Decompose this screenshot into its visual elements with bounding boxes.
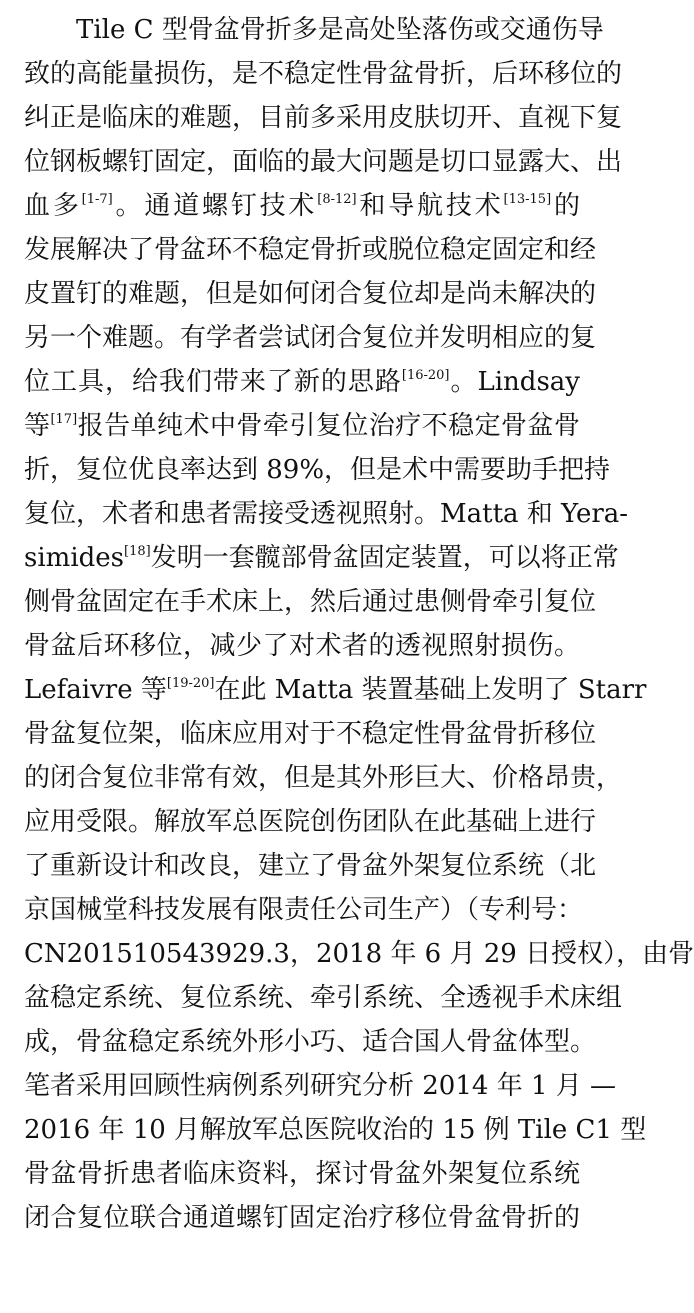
text-fragment: simides <box>24 543 125 573</box>
citation: [13-15] <box>503 192 552 207</box>
text-line <box>24 360 580 404</box>
text-fragment: 等 <box>24 411 51 441</box>
citation: [1-7] <box>81 192 113 207</box>
text-line: 盆稳定系统、复位系统、牵引系统、全透视手术床组 <box>24 983 623 1013</box>
text-line: 位钢板螺钉固定，面临的最大问题是切口显露大、出 <box>24 147 623 177</box>
text-fragment: 。通道螺钉技术 <box>112 191 318 221</box>
text-line: CN201510543929.3，2018 年 6 月 29 日授权），由骨 <box>24 939 694 969</box>
citation: [19-20] <box>166 676 215 691</box>
text-line: 折，复位优良率达到 89%，但是术中需要助手把持 <box>24 455 611 485</box>
text-line: 笔者采用回顾性病例系列研究分析 2014 年 1 月 — <box>24 1071 617 1101</box>
text-fragment: 。Lindsay <box>449 367 580 397</box>
citation: [17] <box>50 412 78 427</box>
text-line: Tile C 型骨盆骨折多是高处坠落伤或交通伤导 <box>76 15 604 45</box>
text-fragment: 在此 Matta 装置基础上发明了 Starr <box>214 675 647 705</box>
text-line <box>24 184 580 228</box>
text-line <box>24 668 647 712</box>
text-fragment: 和导航技术 <box>356 191 504 221</box>
text-line: 成，骨盆稳定系统外形小巧、适合国人骨盆体型。 <box>24 1027 597 1057</box>
text-line: 侧骨盆固定在手术床上，然后通过患侧骨牵引复位 <box>24 587 597 617</box>
text-line: 另一个难题。有学者尝试闭合复位并发明相应的复 <box>24 323 597 353</box>
text-line: 纠正是临床的难题，目前多采用皮肤切开、直视下复 <box>24 103 623 133</box>
text-line: 骨盆骨折患者临床资料，探讨骨盆外架复位系统 <box>24 1159 580 1189</box>
text-line: 骨盆复位架，临床应用对于不稳定性骨盆骨折移位 <box>24 719 597 749</box>
text-line: 了重新设计和改良，建立了骨盆外架复位系统（北 <box>24 851 597 881</box>
text-fragment: 的 <box>551 191 580 221</box>
text-line: 皮置钉的难题，但是如何闭合复位却是尚未解决的 <box>24 279 597 309</box>
text-line: 骨盆后环移位，减少了对术者的透视照射损伤。 <box>24 631 580 661</box>
text-line: 2016 年 10 月解放军总医院收治的 15 例 Tile C1 型 <box>24 1115 647 1145</box>
text-line: 京国械堂科技发展有限责任公司生产）（专利号： <box>24 895 584 925</box>
text-line: 闭合复位联合通道螺钉固定治疗移位骨盆骨折的 <box>24 1203 580 1233</box>
text-line: 发展解决了骨盆环不稳定骨折或脱位稳定固定和经 <box>24 235 597 265</box>
citation: [18] <box>124 544 151 559</box>
text-fragment: 报告单纯术中骨牵引复位治疗不稳定骨盆骨 <box>77 411 580 441</box>
text-line: 致的高能量损伤，是不稳定性骨盆骨折，后环移位的 <box>24 59 623 89</box>
text-fragment: 位工具，给我们带来了新的思路 <box>24 367 402 397</box>
text-line <box>24 404 580 448</box>
text-line: 应用受限。解放军总医院创伤团队在此基础上进行 <box>24 807 597 837</box>
text-fragment: Lefaivre 等 <box>24 675 167 705</box>
text-line <box>24 536 619 580</box>
citation: [16-20] <box>401 368 450 383</box>
text-line: 复位，术者和患者需接受透视照射。Matta 和 Yera- <box>24 499 629 529</box>
citation: [8-12] <box>317 192 357 207</box>
text-fragment: 血多 <box>24 191 82 221</box>
text-fragment: 发明一套髋部骨盆固定装置，可以将正常 <box>150 543 619 573</box>
text-line: 的闭合复位非常有效，但是其外形巨大、价格昂贵， <box>24 763 623 793</box>
